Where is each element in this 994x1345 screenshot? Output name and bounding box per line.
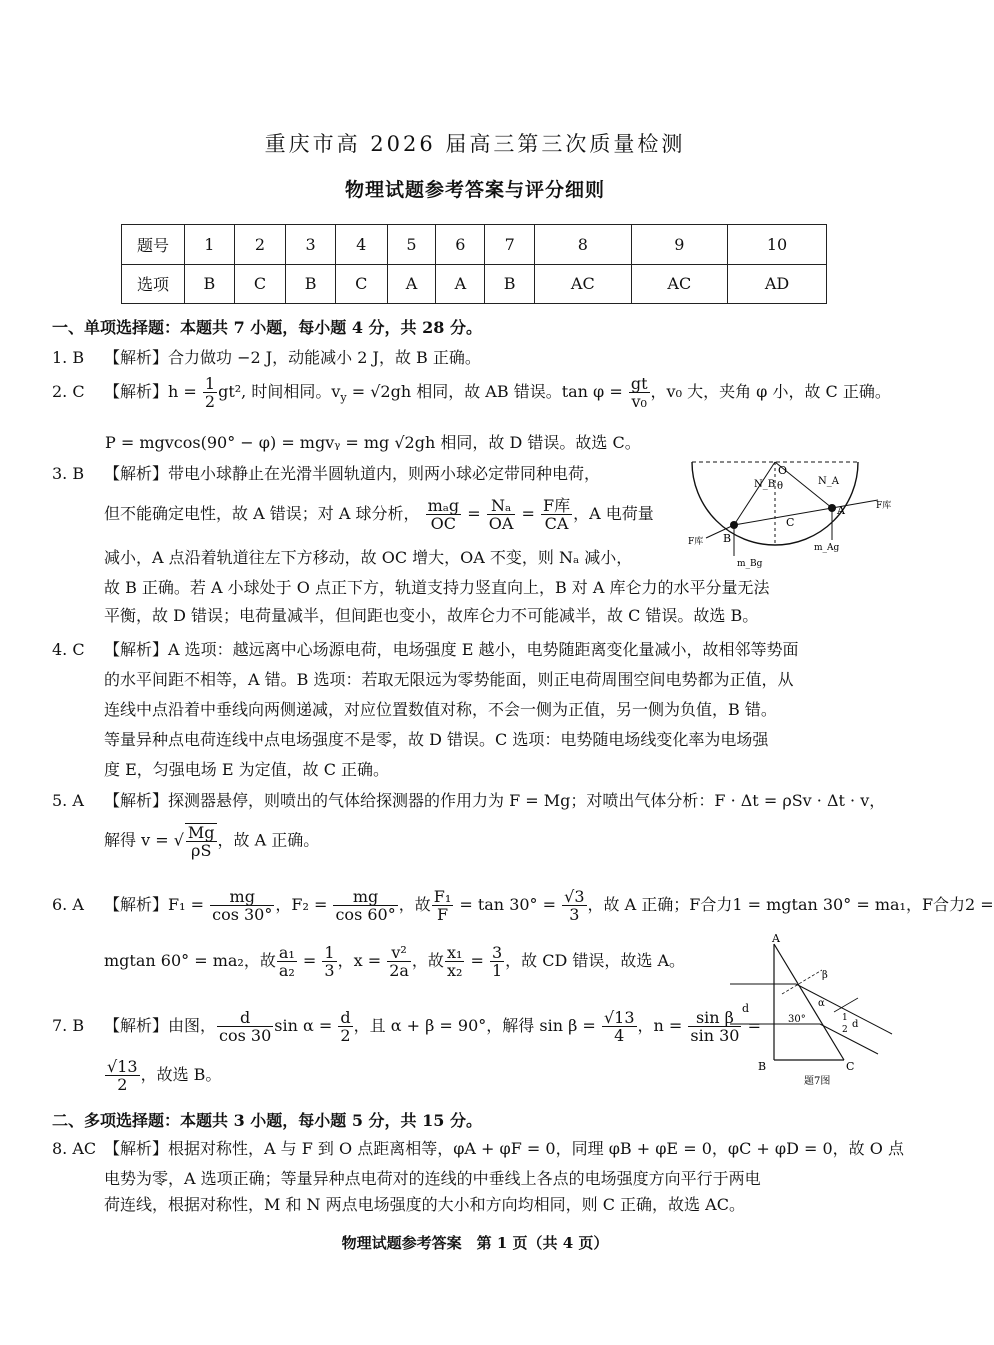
fig-line-BA — [734, 508, 832, 525]
q4-line-4: 等量异种点电荷连线中点电场强度不是零，故 D 错误。C 选项：电势随电场线变化率为电场强 — [104, 730, 769, 749]
q5-number: 5. A — [52, 791, 84, 810]
fraction-denominator: cos 30° — [212, 905, 273, 924]
q5-text: 解得 v = — [104, 830, 169, 850]
table-cell-option: C — [234, 264, 286, 304]
fig-label-F-coulomb-A: F库 — [876, 501, 892, 511]
fraction-numerator: √3 — [564, 887, 585, 906]
q6-text: ，故 A 正确；F合力1 = mgtan 30° = ma₁，F合力2 = — [587, 895, 994, 914]
fraction-denominator: 2 — [340, 1026, 351, 1045]
q6-text: = — [297, 951, 317, 970]
q7-text: = — [742, 1016, 761, 1035]
fig-label-mBg: m_Bg — [737, 559, 763, 569]
table-cell-number: 5 — [387, 225, 436, 265]
fig-label-A: A — [837, 504, 845, 517]
table-cell-option: C — [335, 264, 387, 304]
table-cell-option: A — [387, 264, 436, 304]
q4-text: 【解析】A 选项：越远离中心场源电荷，电场强度 E 越小，电势随距离变化量减小，故相邻等势面 — [104, 640, 799, 659]
section-2-heading: 二、多项选择题：本题共 3 小题，每小题 5 分，共 15 分。 — [52, 1111, 482, 1130]
fig-label-B: B — [758, 1060, 767, 1073]
table-cell-option: AD — [728, 264, 827, 304]
fraction-denominator: 1 — [491, 961, 503, 980]
q6-fraction — [432, 888, 454, 923]
fig-label-half-num: 1 — [842, 1013, 848, 1023]
answer-table-number-row — [122, 225, 827, 265]
fig-label-C: C — [846, 1060, 855, 1073]
q3-semicircle-figure — [682, 456, 900, 574]
q8-text: 【解析】根据对称性，A 与 F 到 O 点距离相等，φA + φF = 0，同理 φB + φE = 0，φC + φD = 0，故 O 点 — [104, 1139, 904, 1158]
table-cell-option: B — [485, 264, 535, 304]
table-cell-number: 9 — [631, 225, 728, 265]
q1-text: 【解析】合力做功 −2 J，动能减小 2 J，故 B 正确。 — [104, 348, 481, 367]
q6-text: = tan 30° = — [454, 895, 557, 914]
q8-line-1 — [52, 1136, 904, 1159]
fig-label-30deg: 30° — [788, 1014, 806, 1025]
table-cell-number: 8 — [535, 225, 632, 265]
fraction-numerator: x₁ — [446, 943, 463, 962]
q3-text: 但不能确定电性，故 A 错误；对 A 球分析， — [104, 504, 420, 523]
q3-text: 【解析】带电小球静止在光滑半圆轨道内，则两小球必定带同种电荷， — [104, 464, 601, 483]
q6-number: 6. A — [52, 895, 84, 914]
table-cell-number: 6 — [436, 225, 485, 265]
q6-text: 【解析】F₁ = — [104, 895, 205, 914]
fraction-denominator: 3 — [569, 905, 580, 924]
q2-text-part: ，v₀ 大，夹角 φ 小，故 C 正确。 — [650, 382, 891, 401]
q6-fraction — [562, 888, 586, 923]
fraction-numerator: Nₐ — [487, 497, 516, 515]
fig-ball-A — [828, 504, 836, 512]
q6-text: ，F₂ = — [275, 895, 328, 914]
fraction-numerator: F₁ — [433, 887, 452, 906]
q6-fraction — [322, 944, 336, 979]
q6-fraction — [387, 944, 411, 979]
q7-text: sin α = — [274, 1016, 333, 1035]
q4-line-5: 度 E，匀强电场 E 为定值，故 C 正确。 — [104, 760, 390, 779]
q2-text-part: gt², 时间相同。v — [218, 382, 341, 401]
fig-label-d-small: d — [852, 1019, 859, 1030]
fig-label-B: B — [723, 532, 732, 545]
q5-sqrt-fraction — [185, 823, 217, 859]
table-cell-number: 4 — [335, 225, 387, 265]
q5-text: ，故 A 正确。 — [217, 830, 320, 850]
fraction-denominator: ρS — [191, 841, 212, 860]
fraction-denominator: CA — [544, 514, 569, 533]
fig-radius-OB — [734, 462, 775, 525]
q2-fraction-tan — [629, 375, 650, 410]
q3-line-1 — [52, 461, 600, 484]
answer-table — [121, 224, 827, 304]
fig-caption: 题7图 — [804, 1076, 831, 1087]
fig-label-alpha: α — [818, 998, 825, 1009]
fraction-numerator: 1 — [204, 374, 216, 393]
q2-text-part: 【解析】h = — [104, 382, 197, 401]
table-cell-number: 7 — [485, 225, 535, 265]
q7-text: 【解析】由图， — [104, 1016, 217, 1035]
q6-fraction — [445, 944, 464, 979]
fraction-denominator: 4 — [614, 1026, 625, 1045]
q4-number: 4. C — [52, 640, 85, 659]
q6-line-1 — [52, 888, 994, 923]
q3-fraction-1 — [426, 497, 462, 532]
q4-line-1 — [52, 637, 799, 660]
fig-label-mAg: m_Ag — [814, 543, 840, 553]
fraction-numerator: Mg — [187, 823, 215, 842]
fraction-denominator: OA — [488, 514, 514, 533]
table-cell-number: 1 — [185, 225, 235, 265]
fraction-numerator: d — [340, 1008, 351, 1027]
exam-title: 重庆市高 2026 届高三第三次质量检测 — [264, 132, 686, 156]
table-cell-number: 10 — [728, 225, 827, 265]
q7-text: ，故选 B。 — [140, 1065, 222, 1084]
fraction-numerator: a₁ — [278, 943, 295, 962]
fraction-denominator: 3 — [324, 961, 335, 980]
table-cell-option: AC — [631, 264, 728, 304]
fig-label-d: d — [742, 1002, 750, 1015]
fig-prism-hypotenuse — [774, 944, 844, 1060]
q3-line-3: 减小，A 点沿着轨道往左下方移动，故 OC 增大，OA 不变，则 Nₐ 减小， — [104, 548, 633, 567]
q7-fraction — [217, 1009, 273, 1044]
q6-text: ，故 — [398, 895, 431, 914]
q6-text: = — [465, 951, 484, 970]
q6-text: ，故 — [411, 951, 444, 970]
fig-ball-B — [730, 521, 738, 529]
fraction-numerator: mg — [210, 888, 274, 906]
table-cell-option: B — [185, 264, 235, 304]
section-1-heading: 一、单项选择题：本题共 7 小题，每小题 4 分，共 28 分。 — [52, 318, 482, 337]
q2-fraction-half — [203, 375, 217, 410]
fraction-denominator: x₂ — [446, 961, 463, 980]
fraction-denominator: cos 60° — [335, 905, 396, 924]
q7-prism-figure — [730, 932, 910, 1088]
answer-table-option-row — [122, 264, 827, 304]
q6-text: mgtan 60° = ma₂，故 — [104, 951, 276, 970]
q6-text: ，x = — [337, 951, 382, 970]
fig-label-F-coulomb-B: F库 — [688, 537, 704, 547]
fig-label-O: O — [778, 464, 788, 477]
q7-line-1 — [52, 1009, 761, 1044]
fraction-denominator: v₀ — [631, 392, 647, 411]
fraction-numerator: sin β — [688, 1009, 741, 1027]
table-header-option: 选项 — [122, 264, 185, 304]
fraction-numerator: mg — [333, 888, 397, 906]
fraction-numerator: v² — [387, 944, 411, 962]
q7-number: 7. B — [52, 1016, 85, 1035]
table-cell-number: 2 — [234, 225, 286, 265]
q3-number: 3. B — [52, 464, 85, 483]
q7-fraction — [338, 1009, 352, 1044]
q3-fraction-2 — [487, 497, 516, 532]
q7-text: ，n = — [637, 1016, 683, 1035]
fraction-denominator: cos 30 — [219, 1026, 272, 1045]
fig-refracted-ray-2 — [820, 1024, 878, 1054]
fig-label-C: C — [786, 516, 795, 529]
fraction-denominator: 2 — [117, 1075, 128, 1094]
fraction-numerator: mₐg — [427, 496, 460, 515]
fig-label-theta: θ — [777, 481, 784, 492]
q7-fraction — [105, 1058, 140, 1093]
fraction-numerator: d — [217, 1009, 273, 1027]
fraction-numerator: 1 — [324, 943, 335, 962]
q6-text: ，故 CD 错误，故选 A。 — [505, 951, 686, 970]
page-footer: 物理试题参考答案 第 1 页（共 4 页） — [341, 1234, 609, 1252]
fraction-denominator: sin 30 — [690, 1026, 740, 1045]
table-cell-option: A — [436, 264, 485, 304]
fraction-denominator: 2 — [204, 392, 216, 411]
fraction-denominator: a₂ — [278, 961, 295, 980]
q2-answer-line-1: 2. C 【解析】h = $\frac{1}{2}$ gt², 时间相同。$v_y = √2gh$ 相同，故 AB 错误。tan φ = $\frac{gt}{\text{v₀}}$ ，v₀ 大，夹角 φ 小，故 C 正确。 — [52, 374, 891, 411]
q3-line-5: 平衡，故 D 错误；电荷量减半，但间距也变小，故库仑力不可能减半，故 C 错误。故选 B。 — [104, 606, 759, 625]
q2-text-part: = √2gh 相同，故 AB 错误。tan φ = — [346, 382, 623, 401]
q5-line-1 — [52, 788, 885, 811]
q1-answer — [52, 345, 481, 368]
q4-line-3: 连线中点沿着中垂线向两侧递减，对应位置数值对称，不会一侧为正值，另一侧为负值，B 错。 — [104, 700, 777, 719]
q2-answer-line-2: P = mgvcos(90° − φ) = mgvᵧ = mg √2gh 相同，故 D 错误。故选 C。 — [105, 433, 641, 452]
table-cell-option: AC — [535, 264, 632, 304]
q8-line-3: 荷连线，根据对称性，M 和 N 两点电场强度的大小和方向均相同，则 C 正确，故选 AC。 — [104, 1195, 745, 1214]
fraction-denominator: OC — [430, 514, 457, 533]
q5-text: 【解析】探测器悬停，则喷出的气体给探测器的作用力为 F = Mg；对喷出气体分析：F · Δt = ρSv · Δt · v， — [104, 791, 886, 810]
q2-number: 2. C — [52, 382, 85, 401]
q3-line-2: 但不能确定电性，故 A 错误；对 A 球分析， $\frac{\text{mₐg}}{OC}$ = $\frac{\text{Nₐ}}{OA}$ = $\frac{\text{F库}}{CA}$ ，A 电荷量 — [104, 496, 654, 533]
q6-fraction — [490, 944, 504, 979]
q6-fraction — [277, 944, 297, 979]
fig-label-half-den: 2 — [842, 1025, 848, 1035]
fig-label-A: A — [772, 932, 780, 945]
q1-number: 1. B — [52, 348, 85, 367]
fraction-denominator: 2a — [389, 961, 409, 980]
q6-fraction — [333, 888, 397, 923]
fraction-numerator: √13 — [107, 1057, 138, 1076]
q6-fraction — [210, 888, 274, 923]
answer-key-subtitle: 物理试题参考答案与评分细则 — [344, 179, 605, 201]
fig-label-NA: N_A — [818, 476, 839, 487]
table-cell-option: B — [286, 264, 336, 304]
q3-fraction-3 — [541, 497, 572, 532]
q4-line-2: 的水平间距不相等，A 错。B 选项：若取无限远为零势能面，则正电荷周围空间电势都为正值，从 — [104, 670, 794, 689]
q3-line-4: 故 B 正确。若 A 小球处于 O 点正下方，轨道支持力竖直向上，B 对 A 库仑力的水平分量无法 — [104, 578, 770, 597]
q7-line-2 — [104, 1058, 221, 1093]
fraction-denominator: F — [436, 905, 449, 924]
fig-label-beta: β — [822, 970, 828, 981]
q7-text: ，且 α + β = 90°，解得 sin β = — [353, 1016, 596, 1035]
q8-line-2: 电势为零，A 选项正确；等量异种点电荷对的连线的中垂线上各点的电场强度方向平行于两电 — [104, 1169, 761, 1188]
q7-fraction — [602, 1009, 637, 1044]
table-cell-number: 3 — [286, 225, 336, 265]
fraction-numerator: √13 — [603, 1008, 635, 1027]
q6-line-2 — [104, 944, 685, 979]
fig-label-NB: N_B — [754, 479, 776, 490]
table-header-question-number: 题号 — [122, 225, 185, 265]
fraction-numerator: gt — [630, 374, 648, 393]
q5-line-2: 解得 v = √ $\frac{Mg}{\rho S}$ ，故 A 正确。 — [104, 823, 320, 860]
fraction-numerator: F库 — [542, 496, 571, 515]
q3-text: ，A 电荷量 — [573, 504, 654, 523]
fraction-numerator: 3 — [491, 943, 503, 962]
q8-number: 8. AC — [52, 1139, 97, 1158]
